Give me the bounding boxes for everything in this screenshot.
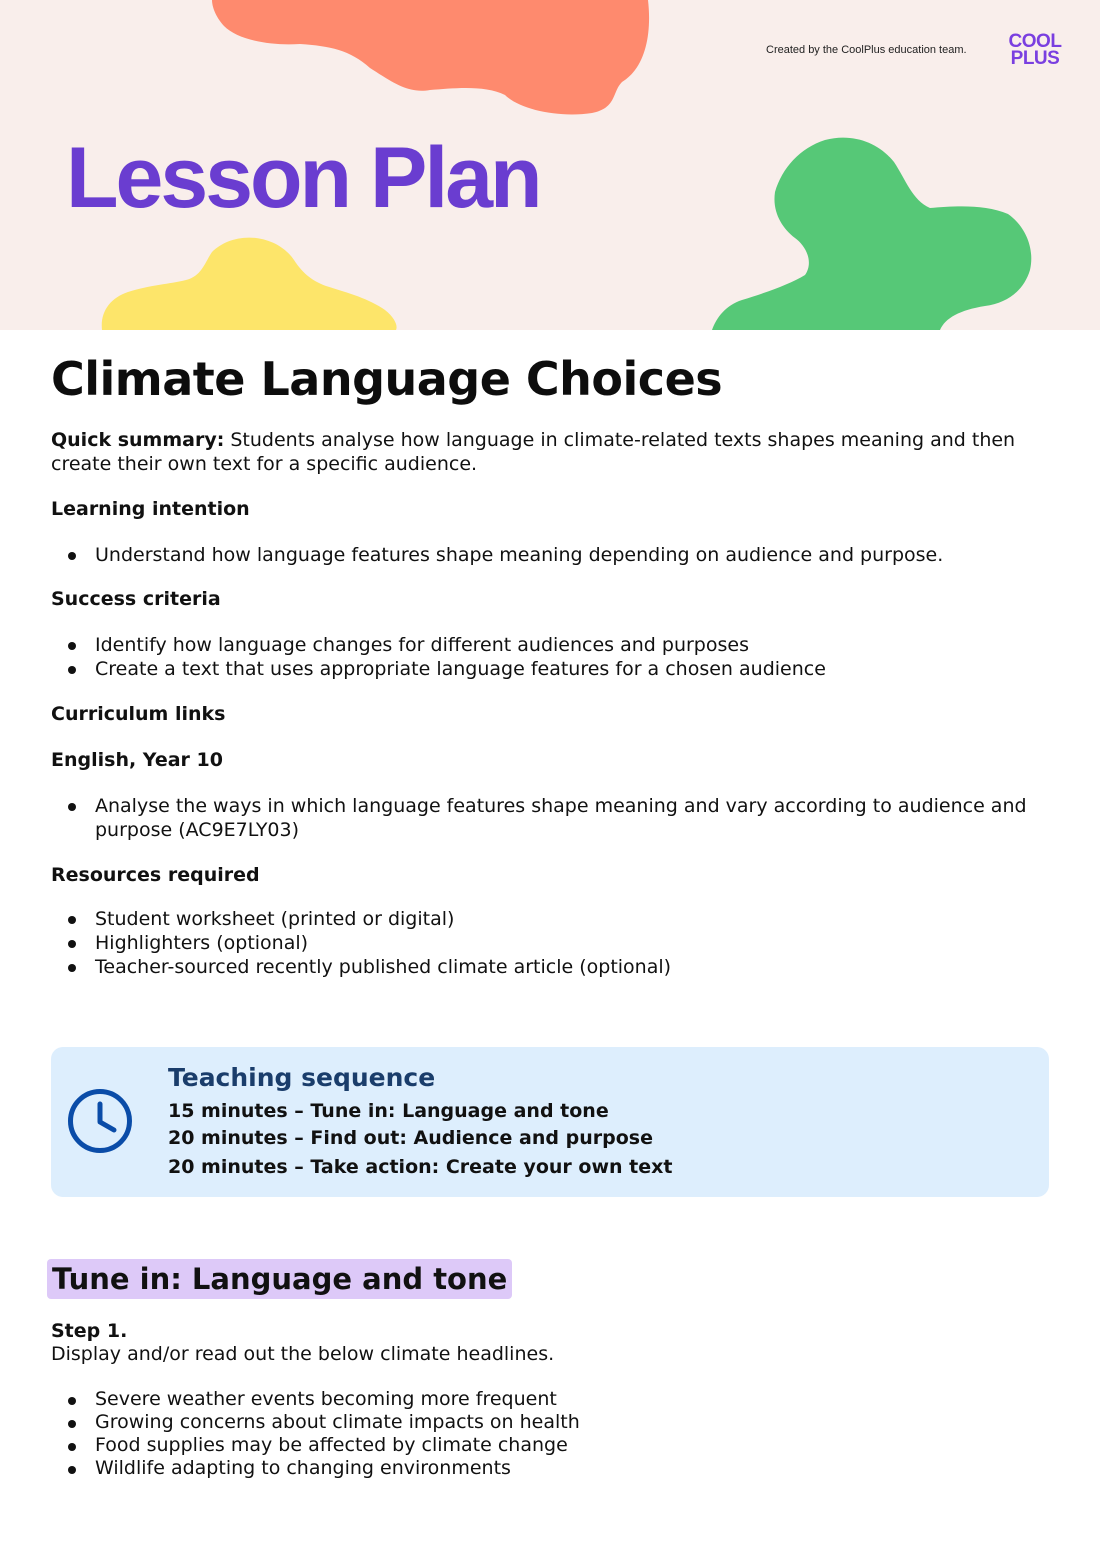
curriculum-links-heading: Curriculum links <box>51 703 226 725</box>
list-item: Food supplies may be affected by climate change <box>51 1434 580 1457</box>
curriculum-list <box>51 794 1027 842</box>
summary-text-line-2: create their own text for a specific audience. <box>51 453 478 475</box>
sequence-item: 15 minutes – Tune in: Language and tone <box>168 1100 609 1122</box>
quick-summary <box>51 428 1051 452</box>
list-item: Severe weather events becoming more frequent <box>51 1388 580 1411</box>
step-label: Step 1. <box>51 1320 128 1342</box>
step-text: Display and/or read out the below climate headlines. <box>51 1343 555 1365</box>
curriculum-item-line-1: Analyse the ways in which language features shape meaning and vary according to audience and <box>95 795 1027 817</box>
resources-heading: Resources required <box>51 864 260 886</box>
tune-in-heading: Tune in: Language and tone <box>47 1259 512 1299</box>
list-item: Identify how language changes for different audiences and purposes <box>51 633 826 657</box>
list-item: Teacher-sourced recently published climate article (optional) <box>51 955 671 979</box>
clock-icon <box>66 1087 134 1155</box>
header-title: Lesson Plan <box>66 130 540 226</box>
list-item <box>51 794 1027 842</box>
sequence-item: 20 minutes – Take action: Create your own text <box>168 1156 673 1178</box>
lesson-title: Climate Language Choices <box>51 352 723 406</box>
teaching-sequence-title: Teaching sequence <box>168 1063 436 1092</box>
list-item: Understand how language features shape meaning depending on audience and purpose. <box>51 543 943 567</box>
yellow-blob <box>102 238 397 330</box>
sequence-item: 20 minutes – Find out: Audience and purpose <box>168 1127 653 1149</box>
list-item: Create a text that uses appropriate language features for a chosen audience <box>51 657 826 681</box>
summary-label: Quick summary: <box>51 429 225 451</box>
learning-intention-heading: Learning intention <box>51 498 250 520</box>
green-blob <box>712 138 1031 330</box>
curriculum-item-line-2: purpose (AC9E7LY03) <box>95 819 300 841</box>
resources-list <box>51 907 671 979</box>
list-item: Wildlife adapting to changing environments <box>51 1457 580 1480</box>
success-criteria-list <box>51 633 826 681</box>
logo-line-2: PLUS <box>1010 48 1060 69</box>
logo-line-1: COOL <box>1008 31 1062 52</box>
header-banner <box>0 0 1100 330</box>
learning-intention-list <box>51 543 943 567</box>
summary-text-line-1: Students analyse how language in climate-related texts shapes meaning and then <box>230 429 1016 451</box>
list-item: Highlighters (optional) <box>51 931 671 955</box>
success-criteria-heading: Success criteria <box>51 588 221 610</box>
headlines-list <box>51 1388 580 1480</box>
coolplus-logo <box>1003 33 1067 67</box>
curriculum-subheading: English, Year 10 <box>51 749 223 771</box>
orange-blob <box>212 0 649 114</box>
list-item: Growing concerns about climate impacts on health <box>51 1411 580 1434</box>
list-item: Student worksheet (printed or digital) <box>51 907 671 931</box>
credit-text: Created by the CoolPlus education team. <box>766 44 967 56</box>
